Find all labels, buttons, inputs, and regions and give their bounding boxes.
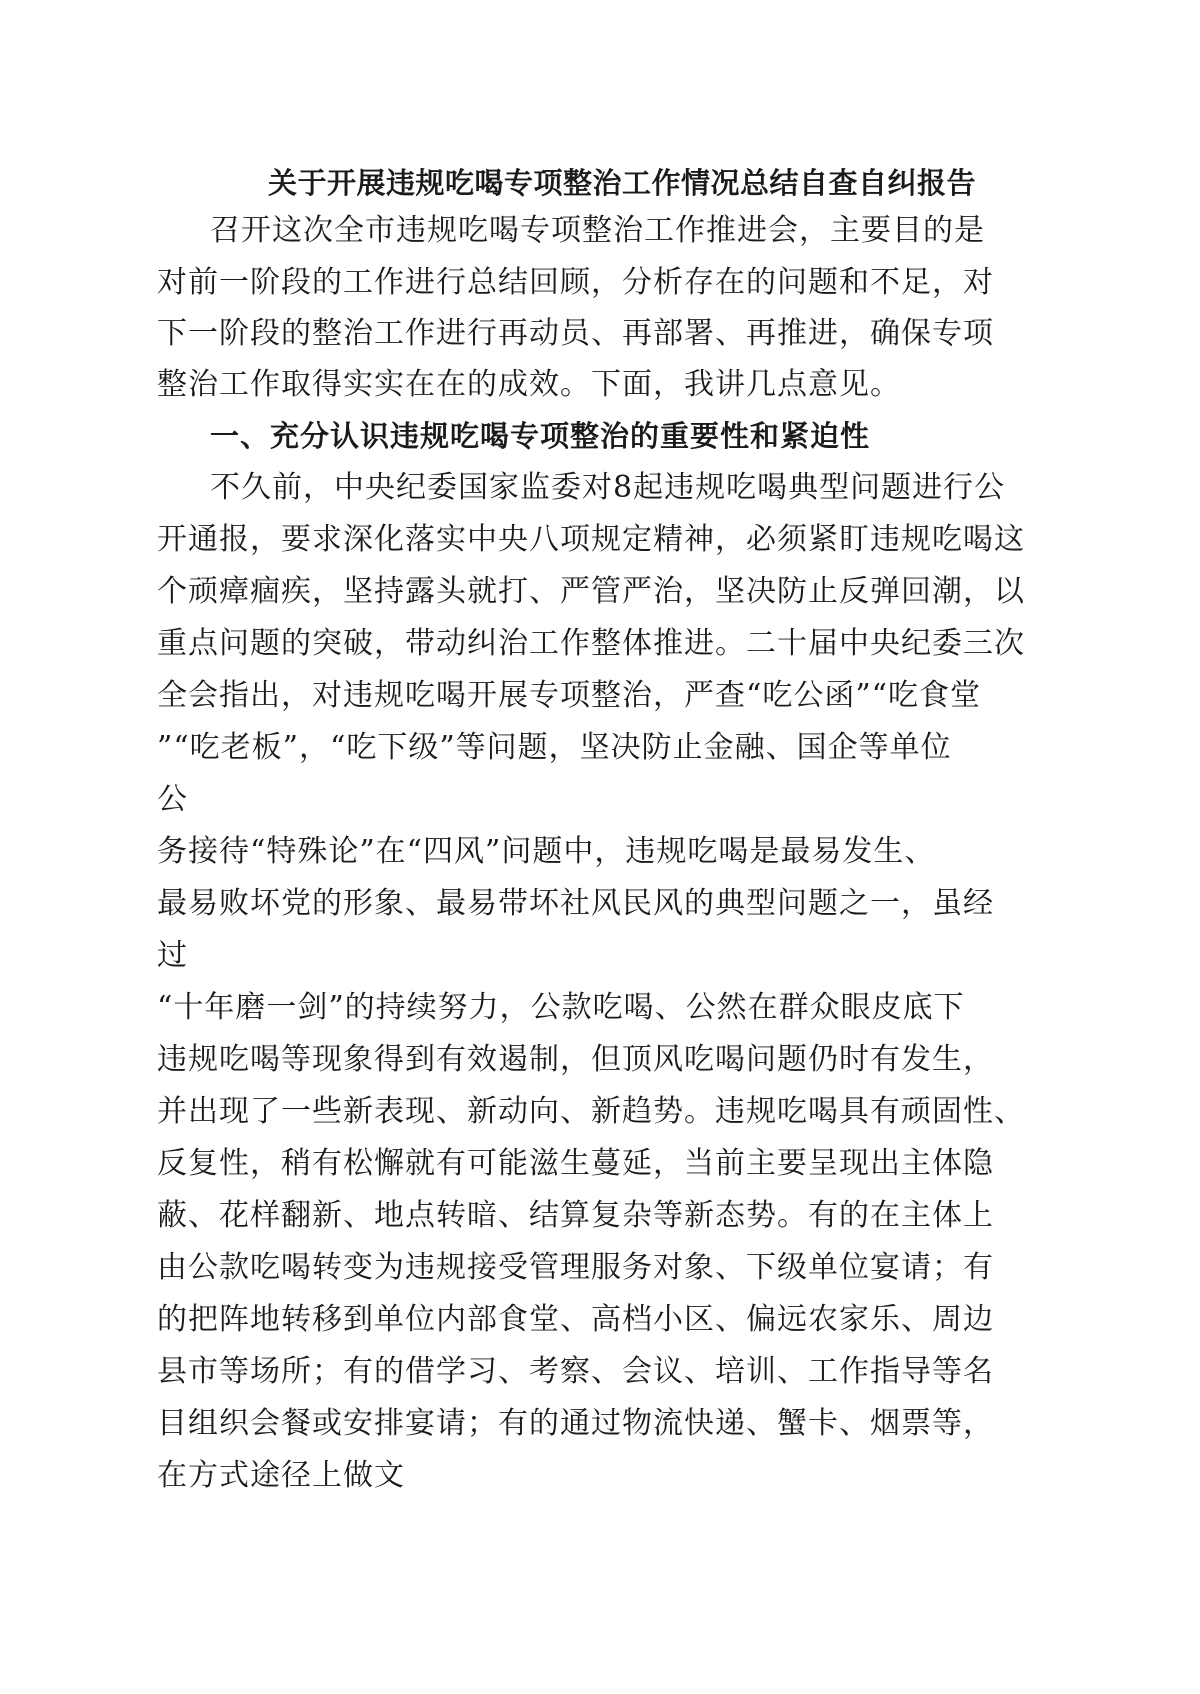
paragraph-line: 县市等场所；有的借学习、考察、会议、培训、工作指导等名 [157, 1354, 994, 1389]
paragraph-line: 最易败坏党的形象、最易带坏社风民风的典型问题之一，虽经 [157, 886, 994, 921]
paragraph-line: “十年磨一剑”的持续努力，公款吃喝、公然在群众眼皮底下 [157, 990, 965, 1025]
paragraph-line: 目组织会餐或安排宴请；有的通过物流快递、蟹卡、烟票等， [157, 1406, 994, 1441]
section-heading: 一、充分认识违规吃喝专项整治的重要性和紧迫性 [210, 419, 871, 453]
paragraph-line: 不久前，中央纪委国家监委对8起违规吃喝典型问题进行公 [210, 470, 1006, 505]
paragraph-line: ”“吃老板”，“吃下级”等问题，坚决防止金融、国企等单位 [157, 730, 952, 765]
paragraph-line: 召开这次全市违规吃喝专项整治工作推进会，主要目的是 [210, 213, 985, 248]
document-title: 关于开展违规吃喝专项整治工作情况总结自查自纠报告 [268, 166, 977, 200]
paragraph-line: 违规吃喝等现象得到有效遏制，但顶风吃喝问题仍时有发生， [157, 1042, 994, 1077]
paragraph-line: 开通报，要求深化落实中央八项规定精神，必须紧盯违规吃喝这 [157, 522, 1025, 557]
paragraph-line: 蔽、花样翻新、地点转暗、结算复杂等新态势。有的在主体上 [157, 1198, 994, 1233]
paragraph-line: 公 [157, 782, 188, 817]
paragraph-line: 并出现了一些新表现、新动向、新趋势。违规吃喝具有顽固性、 [157, 1094, 1025, 1129]
paragraph-line: 务接待“特殊论”在“四风”问题中，违规吃喝是最易发生、 [157, 834, 936, 869]
paragraph-line: 由公款吃喝转变为违规接受管理服务对象、下级单位宴请；有 [157, 1250, 994, 1285]
paragraph-line: 整治工作取得实实在在的成效。下面，我讲几点意见。 [157, 367, 901, 402]
paragraph-line: 反复性，稍有松懈就有可能滋生蔓延，当前主要呈现出主体隐 [157, 1146, 994, 1181]
paragraph-line: 的把阵地转移到单位内部食堂、高档小区、偏远农家乐、周边 [157, 1302, 994, 1337]
paragraph-line: 个顽瘴痼疾，坚持露头就打、严管严治，坚决防止反弹回潮，以 [157, 574, 1025, 609]
paragraph-line: 下一阶段的整治工作进行再动员、再部署、再推进，确保专项 [157, 316, 994, 351]
paragraph-line: 重点问题的突破，带动纠治工作整体推进。二十届中央纪委三次 [157, 626, 1025, 661]
paragraph-line: 对前一阶段的工作进行总结回顾，分析存在的问题和不足，对 [157, 265, 994, 300]
paragraph-line: 全会指出，对违规吃喝开展专项整治，严查“吃公函”“吃食堂 [157, 678, 982, 713]
paragraph-line: 过 [157, 938, 188, 973]
paragraph-line: 在方式途径上做文 [157, 1458, 405, 1493]
